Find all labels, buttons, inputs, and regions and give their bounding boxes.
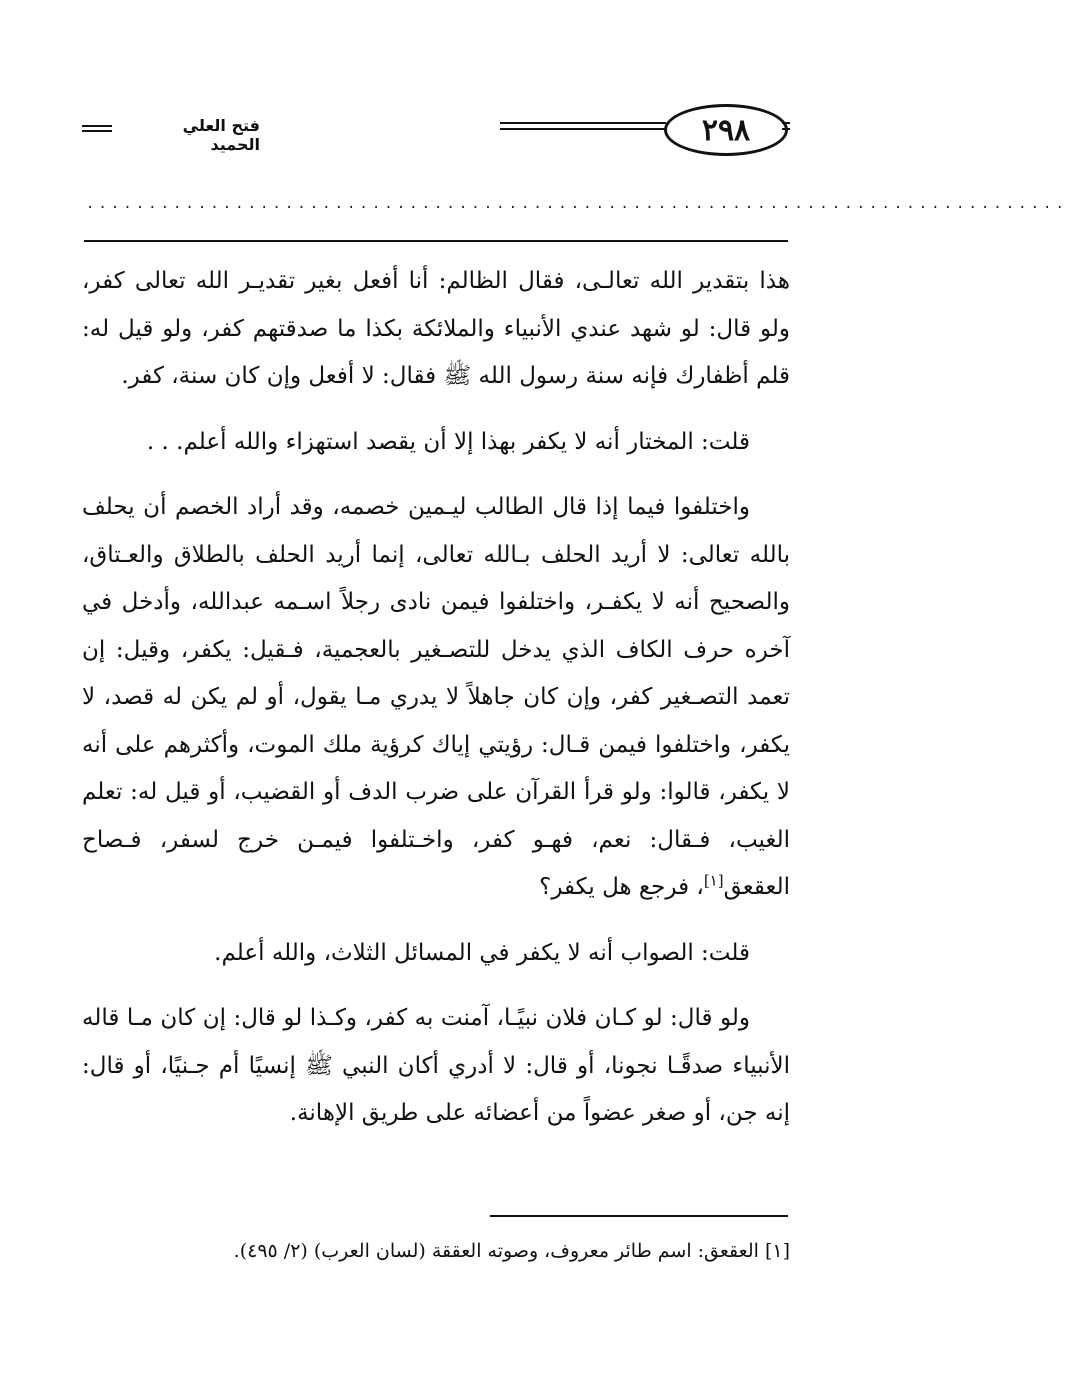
dotted-separator: ...............................................................................: [86, 196, 1068, 212]
paragraph-3: [82, 484, 790, 912]
footnote-reference[interactable]: [١]: [703, 871, 724, 890]
page-header: [0, 92, 879, 172]
page-number: ٢٩٨: [664, 104, 788, 156]
main-text: [82, 258, 790, 1138]
header-rule-left-2: [500, 128, 666, 130]
paragraph-3-text: واختلفوا فيما إذا قال الطالب ليـمين خصمه، وقد أراد الخصم أن يحلف بالله تعالى: لا أريد الحلف بـالله تعالى، إنما أريد الحلف بالطلاق والعـتاق، والصحيح أنه لا يكفـر، واختلفوا فيمن نادى رجلاً اسـمه عبدالله، وأدخل في آخره حرف الكاف الذي يدخل للتصـغير بالعجمية، فـقيل: يكفر، وقيل: إن تعمد التصـغير كفر، وإن كان جاهلاً لا يدري مـا يقول، أو لم يكن له قصد، لا يكفر، واختلفوا فيمن قـال: رؤيتي إياك كرؤية ملك الموت، وأكثرهم على أنه لا يكفر، قالوا: ولو قرأ القرآن على ضرب الدف أو القضيب، أو قيل له: تعلم الغيب، فـقال: نعم، فهـو كفر، واخـتلفوا فيمـن خرج لسفر، فـصاح العقعق: [82, 494, 790, 900]
title-rule: [82, 125, 112, 127]
book-title: فتح العلي الحميد: [182, 116, 260, 154]
paragraph-4: قلت: الصواب أنه لا يكفر في المسائل الثلاث، والله أعلم.: [214, 939, 750, 966]
top-rule: [84, 240, 788, 242]
footnote: [١] العقعق: اسم طائر معروف، وصوته العققة (لسان العرب) (٢/ ٤٩٥).: [233, 1240, 790, 1262]
paragraph-2: قلت: المختار أنه لا يكفر بهذا إلا أن يقصد استهزاء والله أعلم. . .: [146, 428, 750, 455]
title-rule-2: [82, 130, 112, 132]
paragraph-1: هذا بتقدير الله تعالـى، فقال الظالم: أنا أفعل بغير تقديـر الله تعالى كفر، ولو قال: لو شهد عندي الأنبياء والملائكة بكذا ما صدقتهم كفر، ولو قيل له: قلم أظفارك فإنه سنة رسول الله ﷺ فقال: لا أفعل وإن كان سنة، كفر.: [82, 268, 791, 389]
paragraph-5: ولو قال: لو كـان فلان نبيًـا، آمنت به كفر، وكـذا لو قال: إن كان مـا قاله الأنبياء صدقًـا نجونا، أو قال: لا أدري أكان النبي ﷺ إنسيًا أم جـنيًا، أو قال: إنه جن، أو صغر عضواً من أعضائه على طريق الإهانة.: [82, 1005, 790, 1126]
paragraph-3-tail: ، فرجع هل يكفر؟: [539, 874, 704, 900]
footnote-rule: [490, 1215, 788, 1217]
header-rule-left: [500, 122, 666, 124]
